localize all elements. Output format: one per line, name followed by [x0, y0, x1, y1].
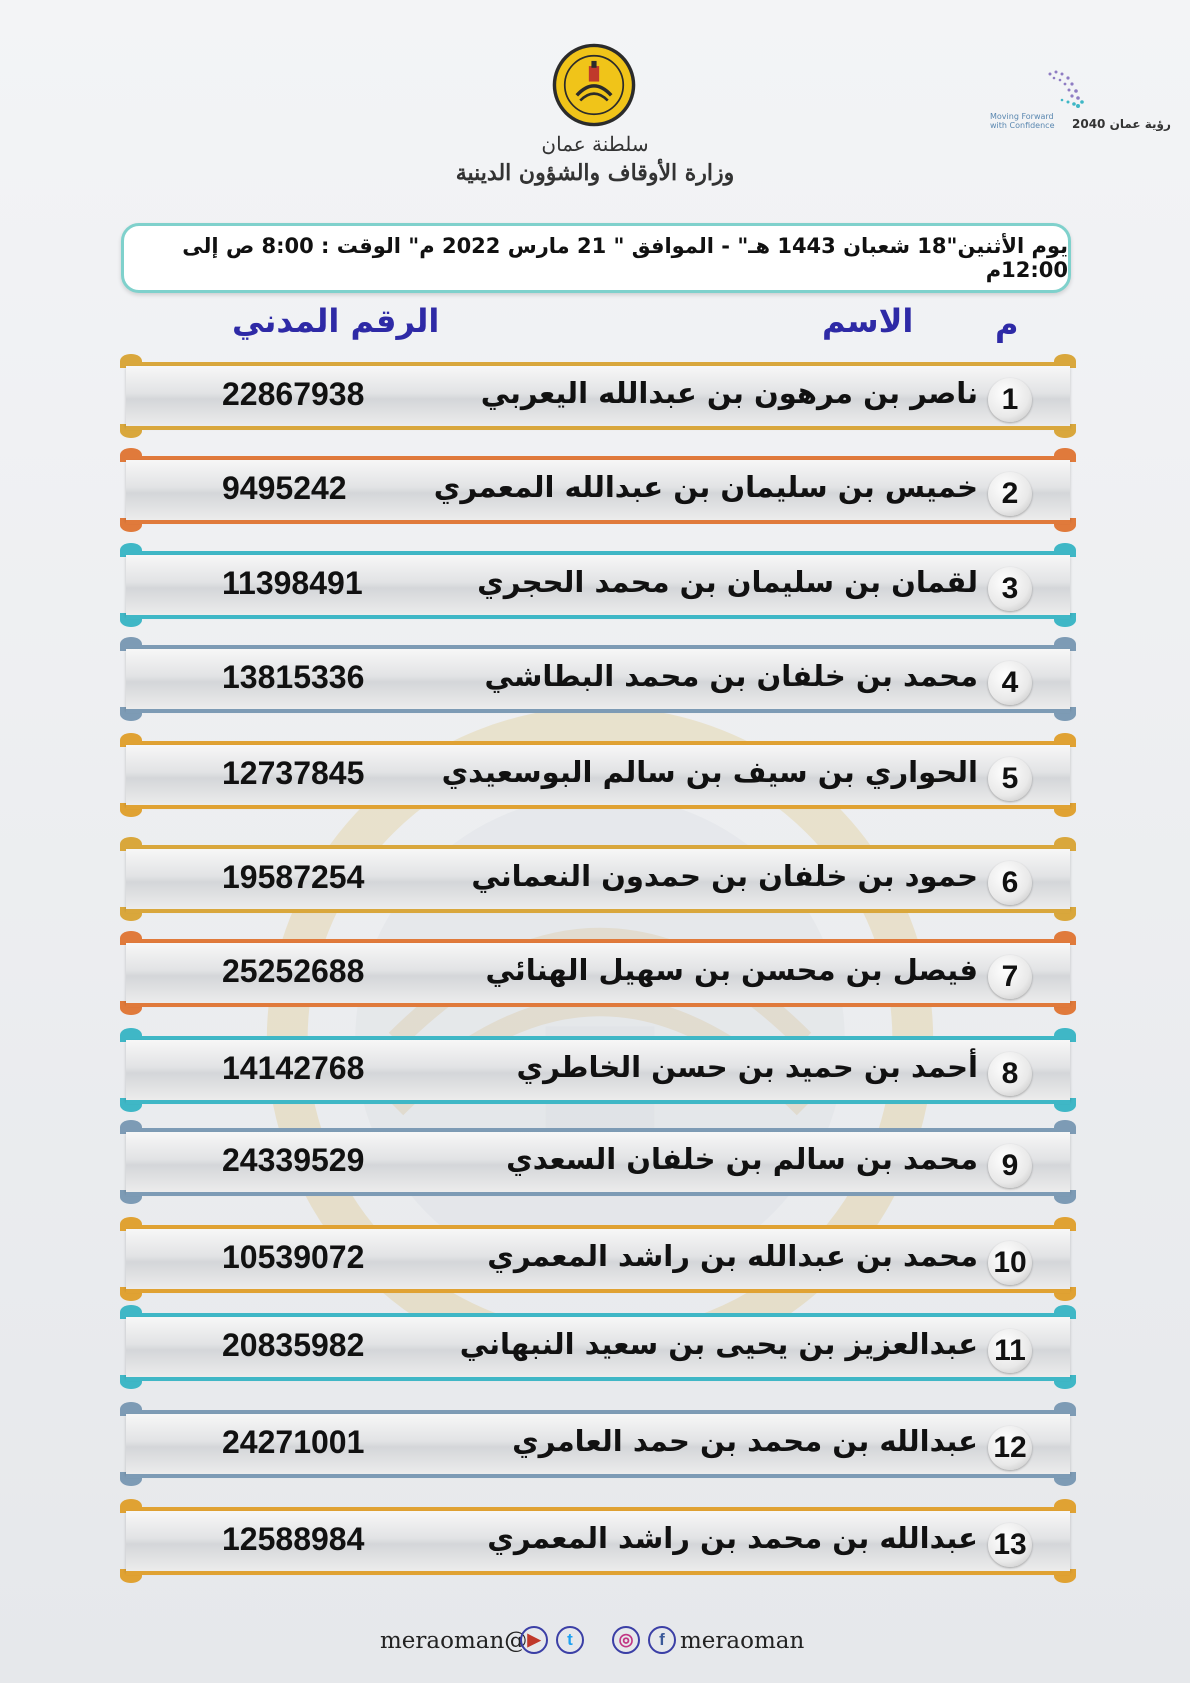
row-civil-id: 24339529 [222, 1142, 365, 1178]
ribbon-stripe-bottom [126, 909, 1070, 913]
row-number: 5 [988, 757, 1032, 801]
row-number: 4 [988, 661, 1032, 705]
row-civil-id: 20835982 [222, 1327, 365, 1363]
row-civil-id: 12737845 [222, 755, 365, 791]
list-row [126, 1225, 1070, 1293]
list-row [126, 939, 1070, 1007]
social-handle-right: meraoman [680, 1628, 805, 1654]
youtube-icon[interactable]: ▶ [520, 1626, 548, 1654]
list-row [126, 362, 1070, 430]
ribbon-stripe-bottom [126, 1474, 1070, 1478]
ribbon-stripe-bottom [126, 805, 1070, 809]
ministry-title-line1: سلطنة عمان [541, 132, 649, 156]
ribbon-stripe-bottom [126, 1289, 1070, 1293]
social-footer [380, 1622, 830, 1662]
row-name: عبدالله بن محمد بن راشد المعمري [487, 1521, 978, 1555]
row-name: ناصر بن مرهون بن عبدالله اليعربي [480, 376, 978, 410]
ribbon-stripe-bottom [126, 1192, 1070, 1196]
row-number: 3 [988, 567, 1032, 611]
list-row [126, 1036, 1070, 1104]
social-handle-left: meraoman@ [380, 1628, 528, 1654]
list-row [126, 1507, 1070, 1575]
ministry-title-line2: وزارة الأوقاف والشؤون الدينية [455, 160, 735, 186]
column-header-name: الاسم [822, 302, 914, 340]
row-name: محمد بن خلفان بن محمد البطاشي [484, 659, 978, 693]
row-civil-id: 12588984 [222, 1521, 365, 1557]
row-name: محمد بن عبدالله بن راشد المعمري [487, 1239, 978, 1273]
ribbon-stripe-bottom [126, 1571, 1070, 1575]
row-name: أحمد بن حميد بن حسن الخاطري [516, 1050, 978, 1084]
row-name: محمد بن سالم بن خلفان السعدي [506, 1142, 978, 1176]
row-civil-id: 10539072 [222, 1239, 365, 1275]
row-number: 13 [988, 1523, 1032, 1567]
ribbon-stripe-bottom [126, 520, 1070, 524]
row-civil-id: 25252688 [222, 953, 365, 989]
list-row [126, 1410, 1070, 1478]
row-name: خميس بن سليمان بن عبدالله المعمري [433, 470, 978, 504]
ribbon-stripe-bottom [126, 1377, 1070, 1381]
instagram-icon[interactable]: ◎ [612, 1626, 640, 1654]
row-number: 6 [988, 861, 1032, 905]
ribbon-stripe-bottom [126, 1003, 1070, 1007]
ribbon-stripe-bottom [126, 709, 1070, 713]
vision-tagline: Moving Forward with Confidence [990, 112, 1055, 130]
row-civil-id: 13815336 [222, 659, 365, 695]
row-name: عبدالعزيز بن يحيى بن سعيد النبهاني [459, 1327, 978, 1361]
list-row [126, 645, 1070, 713]
row-number: 1 [988, 378, 1032, 422]
row-number: 7 [988, 955, 1032, 999]
vision-2040-label: رؤية عمان 2040 [1072, 117, 1171, 131]
facebook-icon[interactable]: f [648, 1626, 676, 1654]
row-number: 10 [988, 1241, 1032, 1285]
ribbon-stripe-bottom [126, 615, 1070, 619]
list-row [126, 845, 1070, 913]
ribbon-stripe-bottom [126, 426, 1070, 430]
date-time-text: يوم الأثنين"18 شعبان 1443 هـ" - الموافق " 21 مارس 2022 م" الوقت : 8:00 ص إلى 12:00م [182, 234, 1068, 282]
row-civil-id: 22867938 [222, 376, 365, 412]
row-name: حمود بن خلفان بن حمدون النعماني [471, 859, 978, 893]
row-number: 11 [988, 1329, 1032, 1373]
row-civil-id: 19587254 [222, 859, 365, 895]
column-header-number: م [995, 305, 1019, 343]
row-civil-id: 14142768 [222, 1050, 365, 1086]
row-name: لقمان بن سليمان بن محمد الحجري [477, 565, 978, 599]
list-row [126, 741, 1070, 809]
twitter-icon[interactable]: t [556, 1626, 584, 1654]
list-row [126, 1313, 1070, 1381]
list-row [126, 551, 1070, 619]
list-row [126, 1128, 1070, 1196]
row-number: 12 [988, 1426, 1032, 1470]
column-header-civil-id: الرقم المدني [232, 302, 440, 340]
row-civil-id: 9495242 [222, 470, 347, 506]
row-name: الحواري بن سيف بن سالم البوسعيدي [441, 755, 978, 789]
list-row [126, 456, 1070, 524]
row-number: 8 [988, 1052, 1032, 1096]
row-civil-id: 11398491 [222, 565, 363, 601]
ribbon-stripe-bottom [126, 1100, 1070, 1104]
row-name: عبدالله بن محمد بن حمد العامري [512, 1424, 978, 1458]
row-number: 2 [988, 472, 1032, 516]
row-number: 9 [988, 1144, 1032, 1188]
row-name: فيصل بن محسن بن سهيل الهنائي [485, 953, 978, 987]
row-civil-id: 24271001 [222, 1424, 365, 1460]
